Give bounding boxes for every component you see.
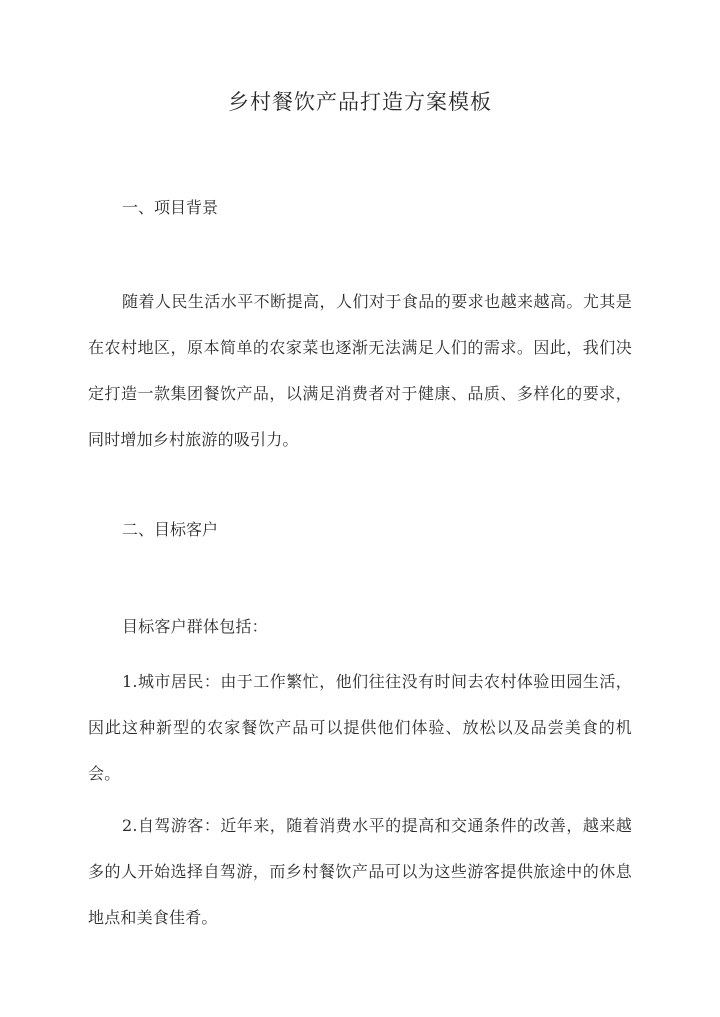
target-customers-intro: 目标客户群体包括： [122,617,268,636]
section-heading-target-customers: 二、目标客户 [122,520,219,539]
document-title: 乡村餐饮产品打造方案模板 [228,90,492,114]
background-paragraph: 随着人民生活水平不断提高，人们对于食品的要求也越来越高。尤其是在农村地区，原本简单的农家菜也逐渐无法满足人们的需求。因此，我们决定打造一款集团餐饮产品，以满足消费者对于健康、品质、多样化的要求，同时增加乡村旅游的吸引力。 [88,292,632,449]
list-item-self-drive-tourists: 2.自驾游客：近年来，随着消费水平的提高和交通条件的改善，越来越多的人开始选择自驾游，而乡村餐饮产品可以为这些游客提供旅途中的休息地点和美食佳肴。 [88,816,632,927]
section-heading-background: 一、项目背景 [122,198,219,217]
list-item-city-residents: 1.城市居民：由于工作繁忙，他们往往没有时间去农村体验田园生活，因此这种新型的农家餐饮产品可以提供他们体验、放松以及品尝美食的机会。 [88,672,632,783]
